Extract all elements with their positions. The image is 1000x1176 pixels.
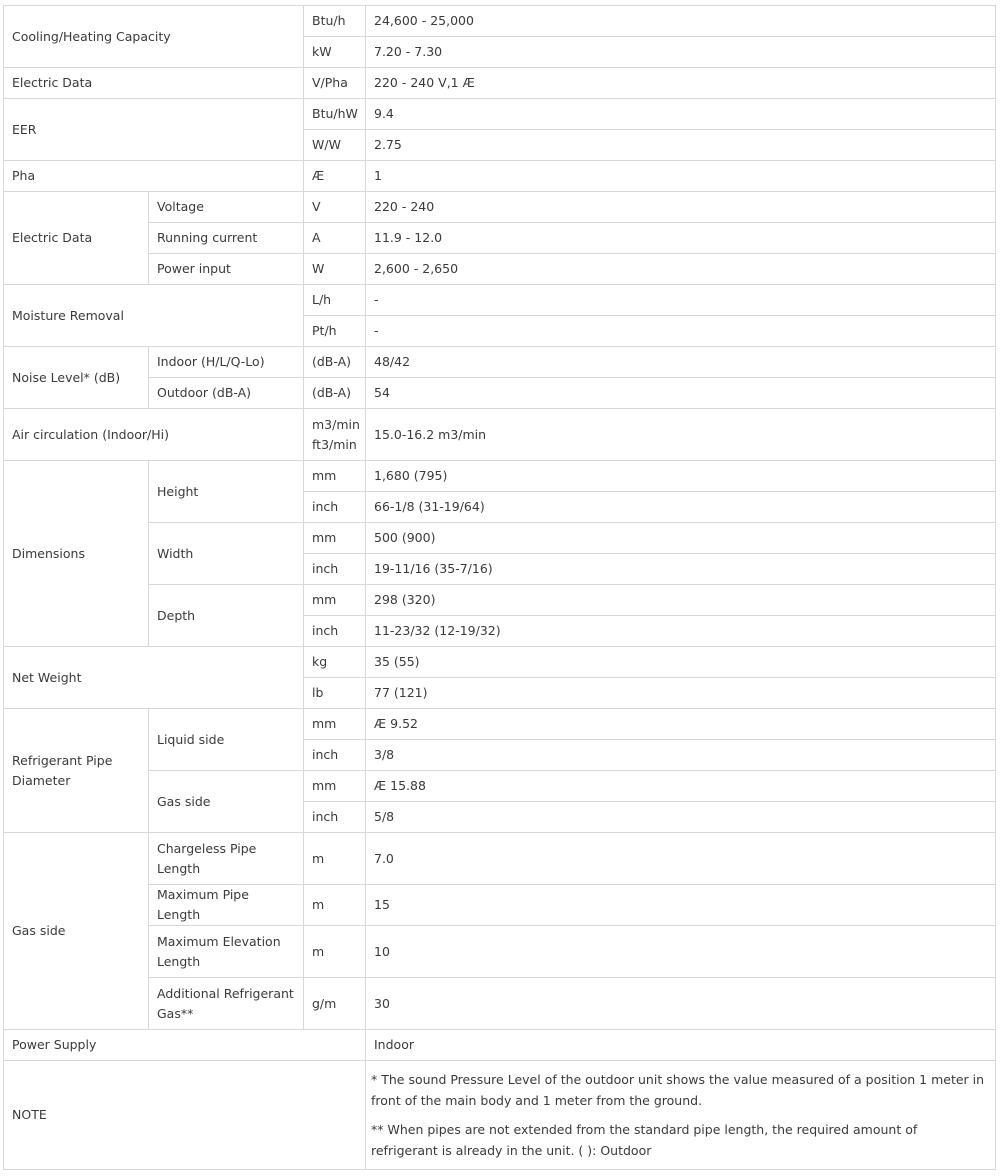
- unit-cell: mm: [304, 461, 366, 492]
- table-row: [4, 378, 996, 409]
- note-cell: [366, 1061, 996, 1170]
- row-label: Refrigerant Pipe Diameter: [4, 709, 149, 833]
- value-cell: -: [366, 316, 996, 347]
- value-cell: 500 (900): [366, 523, 996, 554]
- table-row: [4, 285, 996, 316]
- row-label: Dimensions: [4, 461, 149, 647]
- unit-cell: g/m: [304, 978, 366, 1030]
- unit-cell: m: [304, 885, 366, 926]
- unit-cell: mm: [304, 523, 366, 554]
- table-row: [4, 409, 996, 461]
- value-cell: 220 - 240: [366, 192, 996, 223]
- unit-cell: (dB-A): [304, 347, 366, 378]
- value-cell: Æ 15.88: [366, 771, 996, 802]
- table-row: [4, 99, 996, 130]
- row-label: NOTE: [4, 1061, 366, 1170]
- sub-label: Liquid side: [149, 709, 304, 771]
- spec-table-wrapper: [3, 5, 996, 1170]
- unit-cell: m: [304, 833, 366, 885]
- spec-table: [3, 5, 996, 1170]
- unit-line: m3/min: [312, 416, 360, 432]
- row-label: Cooling/Heating Capacity: [4, 6, 304, 68]
- table-row: [4, 223, 996, 254]
- sub-label: Additional Refrigerant Gas**: [149, 978, 304, 1030]
- unit-cell: inch: [304, 554, 366, 585]
- table-row: [4, 1030, 996, 1061]
- value-cell: 3/8: [366, 740, 996, 771]
- sub-label: Indoor (H/L/Q-Lo): [149, 347, 304, 378]
- row-label: Noise Level* (dB): [4, 347, 149, 409]
- unit-cell: mm: [304, 585, 366, 616]
- unit-cell: (dB-A): [304, 378, 366, 409]
- unit-cell: Pt/h: [304, 316, 366, 347]
- unit-cell: L/h: [304, 285, 366, 316]
- value-cell: 77 (121): [366, 678, 996, 709]
- value-cell: 5/8: [366, 802, 996, 833]
- value-cell: 11-23/32 (12-19/32): [366, 616, 996, 647]
- table-row: [4, 192, 996, 223]
- row-label: Electric Data: [4, 192, 149, 285]
- value-cell: 1: [366, 161, 996, 192]
- value-cell: 30: [366, 978, 996, 1030]
- value-cell: 7.20 - 7.30: [366, 37, 996, 68]
- unit-line: ft3/min: [312, 436, 357, 452]
- table-row: [4, 523, 996, 554]
- table-row: [4, 461, 996, 492]
- table-row: [4, 68, 996, 99]
- unit-cell: kW: [304, 37, 366, 68]
- sub-label: Chargeless Pipe Length: [149, 833, 304, 885]
- unit-cell: V/Pha: [304, 68, 366, 99]
- table-row: [4, 833, 996, 885]
- unit-cell: inch: [304, 802, 366, 833]
- value-cell: 10: [366, 926, 996, 978]
- value-cell: 66-1/8 (31-19/64): [366, 492, 996, 523]
- value-cell: 2.75: [366, 130, 996, 161]
- unit-cell: Æ: [304, 161, 366, 192]
- value-cell: 24,600 - 25,000: [366, 6, 996, 37]
- value-cell: Indoor: [366, 1030, 996, 1061]
- sub-label: Outdoor (dB-A): [149, 378, 304, 409]
- note-line: ** When pipes are not extended from the standard pipe length, the required amount of refrigerant is already in the unit. ( ): Outdoor: [371, 1122, 918, 1158]
- row-label: Pha: [4, 161, 304, 192]
- value-cell: 15.0-16.2 m3/min: [366, 409, 996, 461]
- row-label: Power Supply: [4, 1030, 366, 1061]
- unit-cell: lb: [304, 678, 366, 709]
- table-row: [4, 709, 996, 740]
- unit-cell: mm: [304, 709, 366, 740]
- table-row: [4, 161, 996, 192]
- row-label: Air circulation (Indoor/Hi): [4, 409, 304, 461]
- table-row: [4, 347, 996, 378]
- unit-cell: m: [304, 926, 366, 978]
- sub-label: Height: [149, 461, 304, 523]
- row-label: Electric Data: [4, 68, 304, 99]
- table-row: [4, 585, 996, 616]
- value-cell: 15: [366, 885, 996, 926]
- value-cell: -: [366, 285, 996, 316]
- table-row: [4, 978, 996, 1030]
- unit-cell: inch: [304, 616, 366, 647]
- sub-label: Voltage: [149, 192, 304, 223]
- table-row: [4, 771, 996, 802]
- table-row: [4, 1061, 996, 1170]
- unit-cell: Btu/hW: [304, 99, 366, 130]
- row-label: Moisture Removal: [4, 285, 304, 347]
- unit-cell: mm: [304, 771, 366, 802]
- value-cell: 1,680 (795): [366, 461, 996, 492]
- table-row: [4, 647, 996, 678]
- row-label: Net Weight: [4, 647, 304, 709]
- unit-cell: Btu/h: [304, 6, 366, 37]
- table-row: [4, 254, 996, 285]
- sub-label: Maximum Pipe Length: [149, 885, 304, 926]
- sub-label: Depth: [149, 585, 304, 647]
- note-line: * The sound Pressure Level of the outdoor unit shows the value measured of a position 1 meter in front of the main body and 1 meter from the ground.: [371, 1072, 985, 1108]
- row-label: Gas side: [4, 833, 149, 1030]
- unit-cell: V: [304, 192, 366, 223]
- unit-cell: W: [304, 254, 366, 285]
- unit-cell: A: [304, 223, 366, 254]
- value-cell: 220 - 240 V,1 Æ: [366, 68, 996, 99]
- value-cell: 9.4: [366, 99, 996, 130]
- unit-cell: [304, 409, 366, 461]
- value-cell: 2,600 - 2,650: [366, 254, 996, 285]
- table-row: [4, 885, 996, 926]
- unit-cell: inch: [304, 492, 366, 523]
- unit-cell: kg: [304, 647, 366, 678]
- value-cell: 54: [366, 378, 996, 409]
- value-cell: Æ 9.52: [366, 709, 996, 740]
- value-cell: 19-11/16 (35-7/16): [366, 554, 996, 585]
- unit-cell: W/W: [304, 130, 366, 161]
- value-cell: 48/42: [366, 347, 996, 378]
- sub-label: Running current: [149, 223, 304, 254]
- value-cell: 298 (320): [366, 585, 996, 616]
- unit-cell: inch: [304, 740, 366, 771]
- sub-label: Maximum Elevation Length: [149, 926, 304, 978]
- value-cell: 35 (55): [366, 647, 996, 678]
- sub-label: Gas side: [149, 771, 304, 833]
- sub-label: Power input: [149, 254, 304, 285]
- table-row: [4, 926, 996, 978]
- table-row: [4, 6, 996, 37]
- sub-label: Width: [149, 523, 304, 585]
- row-label: EER: [4, 99, 304, 161]
- value-cell: 7.0: [366, 833, 996, 885]
- value-cell: 11.9 - 12.0: [366, 223, 996, 254]
